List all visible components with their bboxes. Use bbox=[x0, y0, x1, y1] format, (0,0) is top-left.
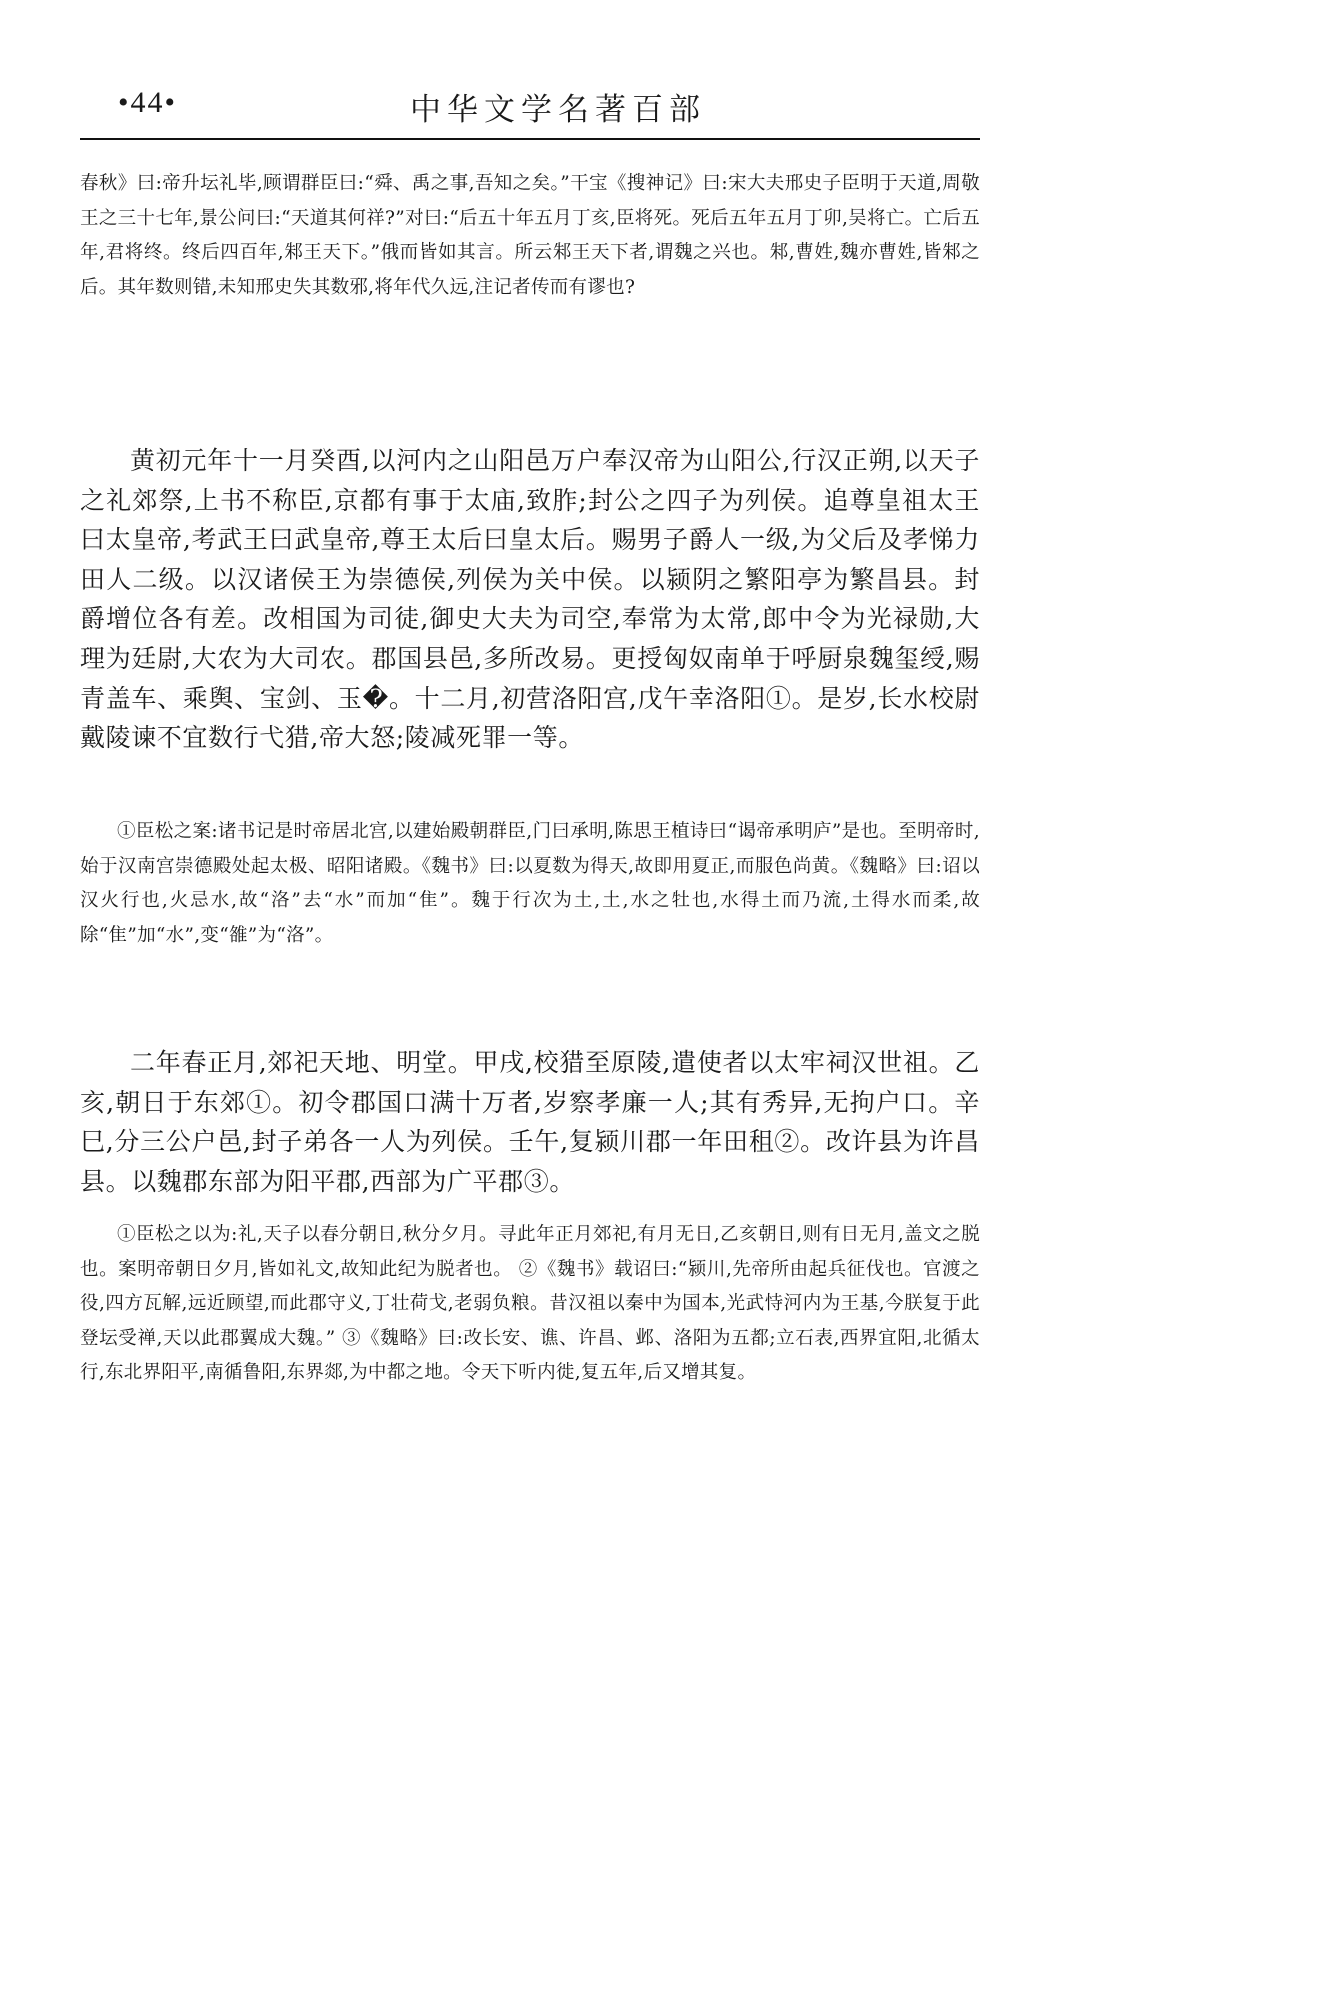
page-header bbox=[80, 84, 980, 140]
main-paragraph-1: 黄初元年十一月癸酉,以河内之山阳邑万户奉汉帝为山阳公,行汉正朔,以天子之礼郊祭,上书不称臣,京都有事于太庙,致胙;封公之四子为列侯。追尊皇祖太王曰太皇帝,考武王曰武皇帝,尊王太后曰皇太后。赐男子爵人一级,为父后及孝悌力田人二级。以汉诸侯王为崇德侯,列侯为关中侯。以颍阴之繁阳亭为繁昌县。封爵增位各有差。改相国为司徒,御史大夫为司空,奉常为太常,郎中令为光禄勋,大理为廷尉,大农为大司农。郡国县邑,多所改易。更授匈奴南单于呼厨泉魏玺绶,赐青盖车、乘舆、宝剑、玉�。十二月,初营洛阳宫,戊午幸洛阳①。是岁,长水校尉戴陵谏不宜数行弋猎,帝大怒;陵减死罪一等。 bbox=[80, 446, 980, 753]
book-title: 中华文学名著百部 bbox=[410, 92, 706, 128]
top-note-block bbox=[80, 167, 980, 305]
main-paragraph-2: 二年春正月,郊祀天地、明堂。甲戌,校猎至原陵,遣使者以太牢祠汉世祖。乙亥,朝日于东郊①。初令郡国口满十万者,岁察孝廉一人;其有秀异,无拘户口。辛巳,分三公户邑,封子弟各一人为列侯。壬午,复颍川郡一年田租②。改许县为许昌县。以魏郡东部为阳平郡,西部为广平郡③。 bbox=[80, 1048, 980, 1196]
note-block-2 bbox=[80, 1218, 980, 1391]
paragraph-block-1 bbox=[80, 441, 980, 758]
annotation-2: ①臣松之以为:礼,天子以春分朝日,秋分夕月。寻此年正月郊祀,有月无日,乙亥朝日,则有日无月,盖文之脱也。案明帝朝日夕月,皆如礼文,故知此纪为脱者也。 ②《魏书》载诏曰:“颍川,先帝所由起兵征伐也。官渡之役,四方瓦解,远近顾望,而此郡守义,丁壮荷戈,老弱负粮。昔汉祖以秦中为国本,光武恃河内为王基,今朕复于此登坛受禅,天以此郡翼成大魏。” ③《魏略》曰:改长安、谯、许昌、邺、洛阳为五都;立石表,西界宜阳,北循太行,东北界阳平,南循鲁阳,东界郯,为中都之地。令天下听内徙,复五年,后又增其复。 bbox=[80, 1224, 980, 1384]
top-note: 春秋》曰:帝升坛礼毕,顾谓群臣曰:“舜、禹之事,吾知之矣。”干宝《搜神记》曰:宋大夫邢史子臣明于天道,周敬王之三十七年,景公问曰:“天道其何祥?”对曰:“后五十年五月丁亥,臣将死。死后五年五月丁卯,吴将亡。亡后五年,君将终。终后四百年,邾王天下。”俄而皆如其言。所云邾王天下者,谓魏之兴也。邾,曹姓,魏亦曹姓,皆邾之后。其年数则错,未知邢史失其数邪,将年代久远,注记者传而有谬也? bbox=[80, 173, 980, 298]
note-block-1 bbox=[80, 815, 980, 953]
paragraph-block-2 bbox=[80, 1043, 980, 1201]
annotation-1: ①臣松之案:诸书记是时帝居北宫,以建始殿朝群臣,门曰承明,陈思王植诗曰“谒帝承明庐”是也。至明帝时,始于汉南宫崇德殿处起太极、昭阳诸殿。《魏书》曰:以夏数为得天,故即用夏正,而服色尚黄。《魏略》曰:诏以汉火行也,火忌水,故“洛”去“水”而加“隹”。魏于行次为土,土,水之牡也,水得土而乃流,土得水而柔,故除“隹”加“水”,变“雒”为“洛”。 bbox=[80, 821, 980, 946]
page-number: •44• bbox=[118, 86, 178, 119]
